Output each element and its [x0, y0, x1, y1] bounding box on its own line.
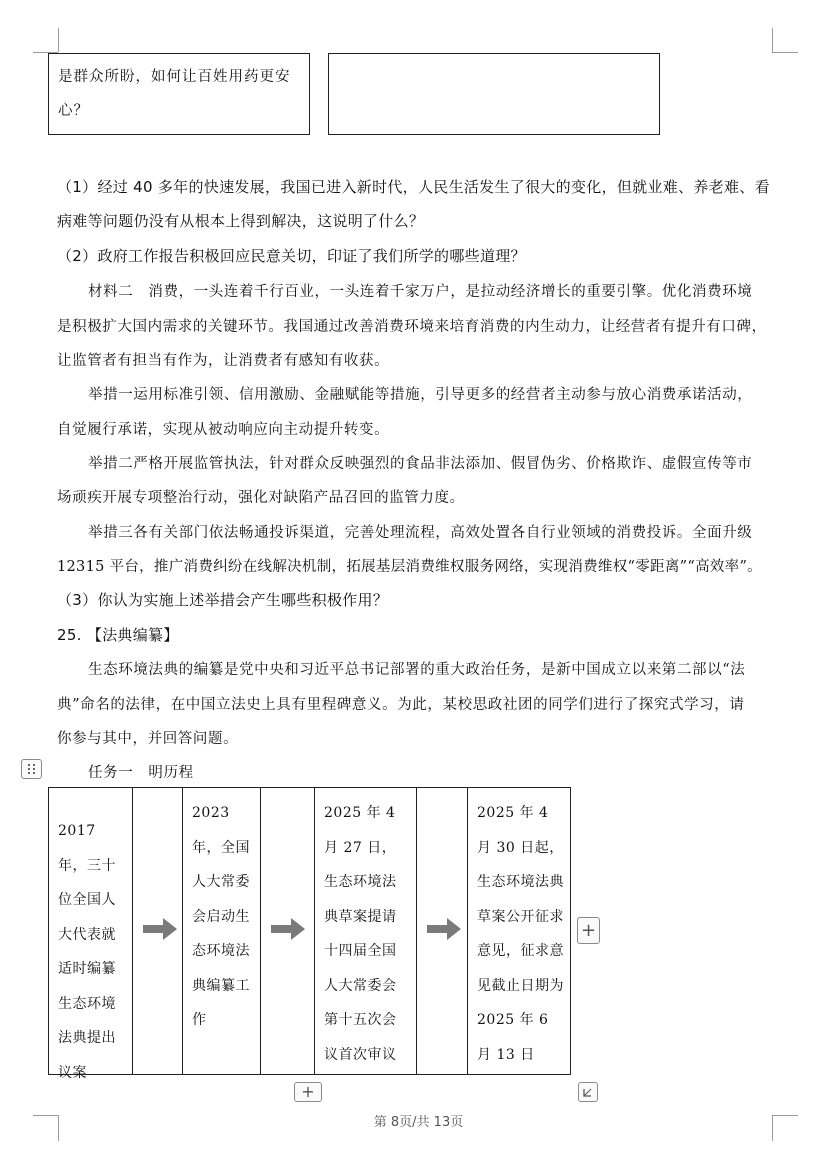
measure-1-line-2: 自觉履行承诺，实现从被动响应向主动提升转变。 [57, 422, 390, 438]
question-25-intro-line-1: 生态环境法典的编纂是党中央和习近平总书记部署的重大政治任务，是新中国成立以来第二部以“法 [88, 662, 746, 678]
crop-mark-tr-h [772, 52, 798, 53]
timeline-cell-2023 [183, 788, 261, 1074]
timeline-cell-2025-04-30 [468, 788, 572, 1074]
arrow-cell-2 [261, 788, 315, 1074]
arrow-right-icon [143, 918, 177, 940]
timeline-table [48, 787, 571, 1081]
measure-2-line-2: 场顽疾开展专项整治行动，强化对缺陷产品召回的监管力度。 [57, 490, 465, 506]
arrow-right-icon [427, 918, 461, 940]
table-resize-icon[interactable] [578, 1082, 598, 1102]
question-1-line-2: 病难等问题仍没有从根本上得到解决，这说明了什么？ [57, 212, 425, 230]
timeline-text-2017: 2017 年，三十位全国人大代表就适时编纂生态环境法典提出议案 [58, 823, 116, 1081]
crop-mark-tr-v [772, 28, 773, 52]
task-1-label: 任务一 明历程 [88, 765, 194, 781]
arrow-cell-3 [417, 788, 468, 1074]
question-1-line-1: （1）经过 40 多年的快速发展，我国已进入新时代，人民生活发生了很大的变化，但就业难、养老难、看 [57, 178, 770, 196]
add-row-icon[interactable]: + [294, 1082, 322, 1102]
question-2: （2）政府工作报告积极回应民意关切，印证了我们所学的哪些道理？ [57, 247, 526, 265]
material-2-p1-line-3: 让监管者有担当有作为，让消费者有感知有收获。 [57, 353, 390, 369]
add-column-icon[interactable]: + [577, 917, 600, 944]
measure-1-line-1: 举措一运用标准引领、信用激励、金融赋能等措施，引导更多的经营者主动参与放心消费承诺活动， [88, 387, 753, 403]
timeline-text-2025-04-27: 2025 年 4 月 27 日，生态环境法典草案提请十四届全国人大常委会第十五次会议首次审议 [324, 805, 397, 1063]
question-25-heading: 25. 【法典编纂】 [57, 626, 179, 644]
top-right-box [328, 53, 660, 135]
material-2-p1-line-2: 是积极扩大国内需求的关键环节。我国通过改善消费环境来培育消费的内生动力，让经营者有提升有口碑， [57, 319, 767, 335]
question-3: （3）你认为实施上述举措会产生哪些积极作用？ [57, 591, 389, 609]
question-25-intro-line-3: 你参与其中，并回答问题。 [57, 731, 239, 747]
measure-2-line-1: 举措二严格开展监管执法，针对群众反映强烈的食品非法添加、假冒伪劣、价格欺诈、虚假宣传等市 [88, 456, 753, 472]
table-move-handle-icon[interactable] [21, 759, 42, 779]
top-left-box [48, 53, 310, 135]
measure-3-line-1: 举措三各有关部门依法畅通投诉渠道，完善处理流程，高效处置各自行业领域的消费投诉。全面升级 [88, 525, 753, 541]
measure-3-line-2: 12315 平台，推广消费纠纷在线解决机制，拓展基层消费维权服务网络，实现消费维权“零距离”“高效率”。 [57, 559, 762, 575]
page-number-footer: 第 8页/共 13页 [373, 1115, 464, 1130]
question-25-intro-line-2: 典”命名的法律，在中国立法史上具有里程碑意义。为此，某校思政社团的同学们进行了探究式学习，请 [57, 697, 745, 713]
timeline-cell-2025-04-27 [315, 788, 417, 1074]
top-left-box-text: 是群众所盼，如何让百姓用药更安心？ [58, 69, 291, 119]
material-2-p1-line-1: 材料二 消费，一头连着千行百业，一头连着千家万户，是拉动经济增长的重要引擎。优化消费环境 [88, 284, 753, 300]
arrow-cell-1 [133, 788, 183, 1074]
arrow-right-icon [271, 918, 305, 940]
timeline-text-2025-04-30: 2025 年 4 月 30 日起，生态环境法典草案公开征求意见，征求意见截止日期为 2025 年 6 月 13 日 [477, 805, 564, 1063]
timeline-text-2023: 2023 年，全国人大常委会启动生态环境法典编纂工作 [192, 805, 250, 1028]
crop-mark-tl-v [58, 28, 59, 52]
timeline-cell-2017 [49, 788, 133, 1081]
